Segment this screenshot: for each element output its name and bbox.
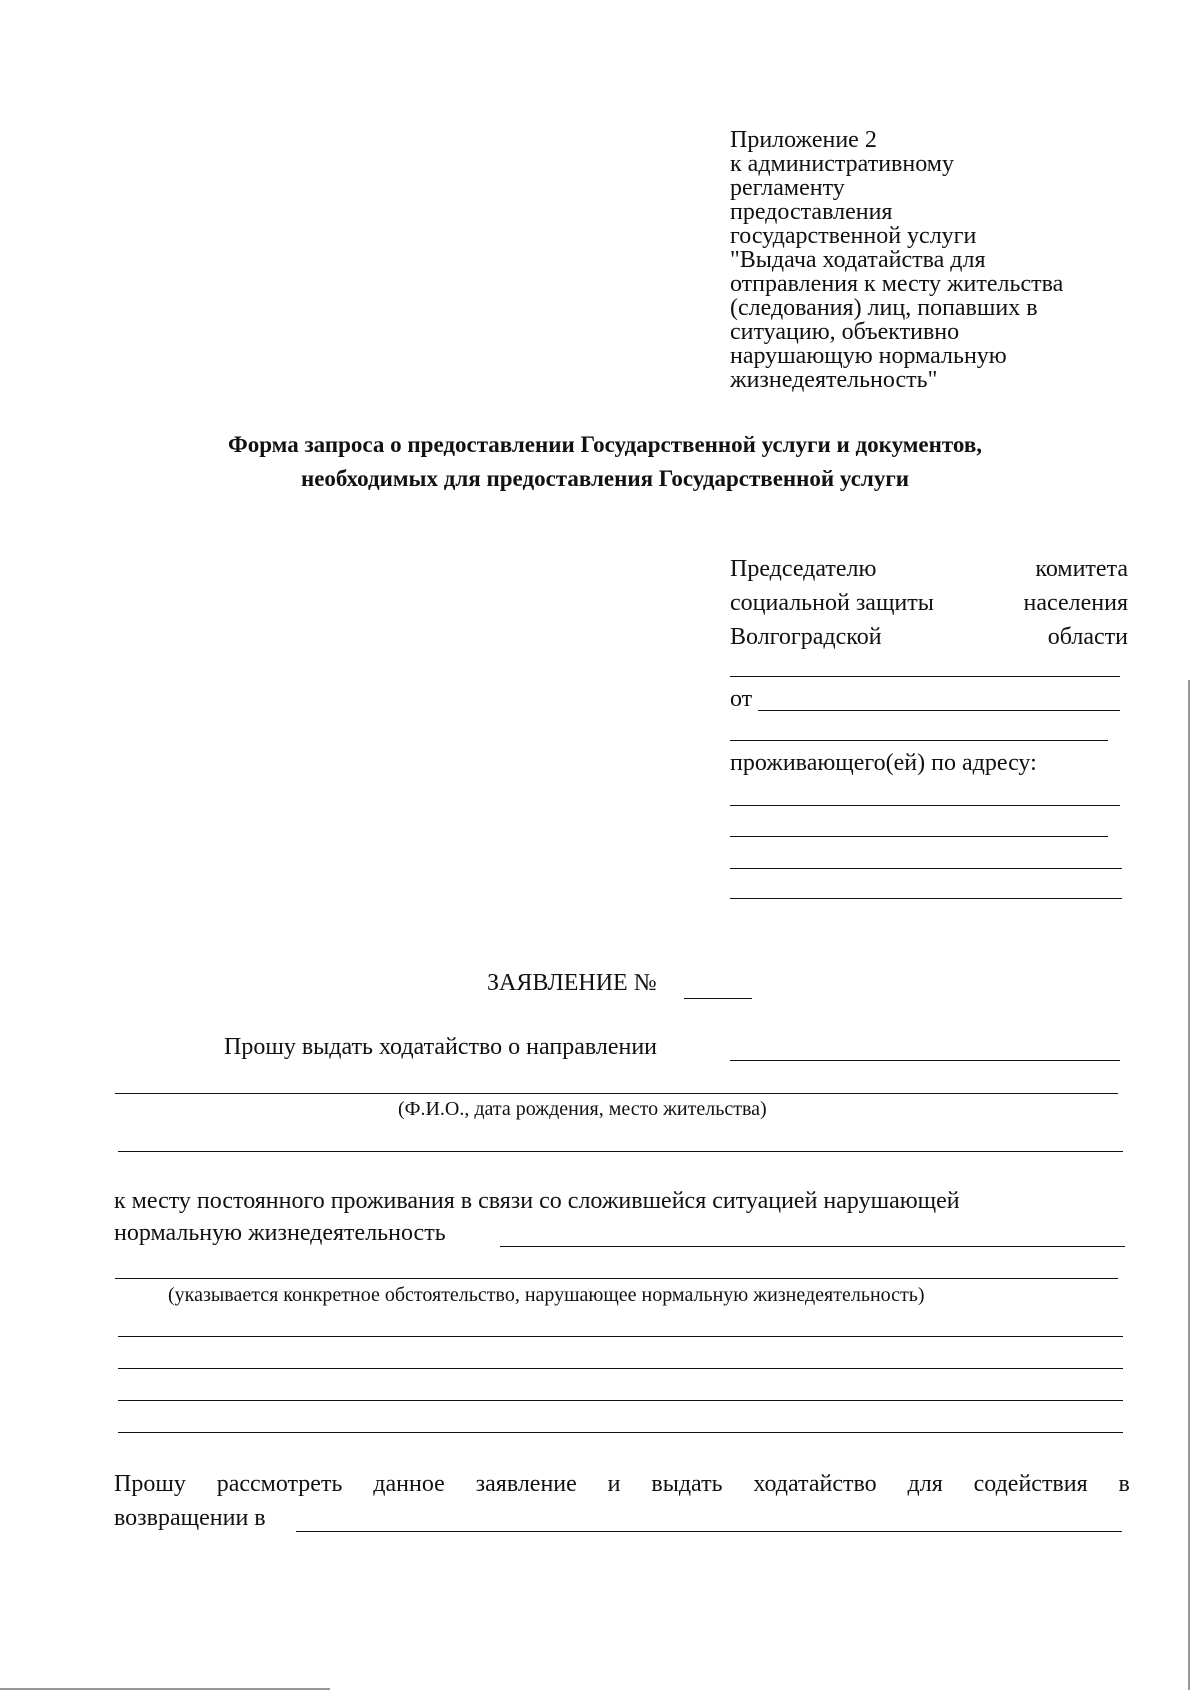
reason-text-line-2: нормальную жизнедеятельность <box>114 1220 446 1246</box>
addressee-block <box>730 552 1128 654</box>
applicant-name-field[interactable] <box>758 710 1120 711</box>
circumstance-field-2[interactable] <box>118 1336 1123 1337</box>
circumstance-field-4[interactable] <box>118 1400 1123 1401</box>
appendix-line: жизнедеятельность" <box>730 367 938 393</box>
return-to-label: возвращении в <box>114 1505 266 1531</box>
final-word: для <box>907 1471 943 1497</box>
appendix-line: Приложение 2 <box>730 127 877 153</box>
scan-edge-mark <box>1188 680 1190 1690</box>
request-person-field-3[interactable] <box>118 1151 1123 1152</box>
final-word: и <box>607 1471 621 1497</box>
address-field-4[interactable] <box>730 898 1122 899</box>
fio-hint: (Ф.И.О., дата рождения, место жительства) <box>398 1098 767 1120</box>
final-word: рассмотреть <box>216 1471 343 1497</box>
addressee-word: комитета <box>1035 556 1128 582</box>
final-word: Прошу <box>114 1471 186 1497</box>
appendix-line: предоставления <box>730 199 893 225</box>
addressee-word: Волгоградской <box>730 624 882 650</box>
form-title-line-2: необходимых для предоставления Государственной услуги <box>300 466 910 491</box>
final-word: данное <box>373 1471 445 1497</box>
addressee-row <box>730 552 1128 586</box>
addressee-row <box>730 586 1128 620</box>
from-label: от <box>730 686 753 712</box>
reason-field[interactable] <box>500 1246 1125 1247</box>
final-word: в <box>1118 1471 1130 1497</box>
residing-label: проживающего(ей) по адресу: <box>730 750 1037 776</box>
address-field-2[interactable] <box>730 836 1108 837</box>
circumstance-hint: (указывается конкретное обстоятельство, нарушающее нормальную жизнедеятельность) <box>168 1284 925 1306</box>
appendix-line: (следования) лиц, попавших в <box>730 295 1038 321</box>
addressee-word: Председателю <box>730 556 877 582</box>
addressee-word: населения <box>1023 590 1128 616</box>
address-field-1[interactable] <box>730 805 1120 806</box>
appendix-line: к административному <box>730 151 954 177</box>
addressee-word: области <box>1047 624 1128 650</box>
request-text: Прошу выдать ходатайство о направлении <box>224 1034 658 1060</box>
addressee-word: социальной защиты <box>730 590 934 616</box>
address-field-3[interactable] <box>730 868 1122 869</box>
statement-heading: ЗАЯВЛЕНИЕ № <box>487 970 657 996</box>
appendix-line: государственной услуги <box>730 223 977 249</box>
addressee-row <box>730 620 1128 654</box>
request-person-field[interactable] <box>730 1060 1120 1061</box>
statement-number-field[interactable] <box>684 998 752 999</box>
final-word: заявление <box>475 1471 577 1497</box>
appendix-line: нарушающую нормальную <box>730 343 1007 369</box>
form-title <box>80 428 1130 496</box>
applicant-name-field-2[interactable] <box>730 740 1108 741</box>
final-request-line <box>114 1471 1130 1498</box>
final-word: выдать <box>651 1471 723 1497</box>
circumstance-field[interactable] <box>115 1278 1118 1279</box>
form-title-line-1: Форма запроса о предоставлении Государственной услуги и документов, <box>227 432 982 457</box>
scan-edge-mark <box>0 1688 330 1690</box>
appendix-line: отправления к месту жительства <box>730 271 1064 297</box>
chairman-name-field[interactable] <box>730 676 1120 677</box>
circumstance-field-3[interactable] <box>118 1368 1123 1369</box>
return-destination-field[interactable] <box>296 1531 1122 1532</box>
final-word: ходатайство <box>753 1471 877 1497</box>
appendix-note <box>730 128 1150 392</box>
request-person-field-2[interactable] <box>115 1093 1118 1094</box>
appendix-line: ситуацию, объективно <box>730 319 960 345</box>
appendix-line: "Выдача ходатайства для <box>730 247 986 273</box>
reason-text-line-1: к месту постоянного проживания в связи со сложившейся ситуацией нарушающей <box>114 1188 960 1214</box>
circumstance-field-5[interactable] <box>118 1432 1123 1433</box>
final-word: содействия <box>973 1471 1088 1497</box>
appendix-line: регламенту <box>730 175 845 201</box>
